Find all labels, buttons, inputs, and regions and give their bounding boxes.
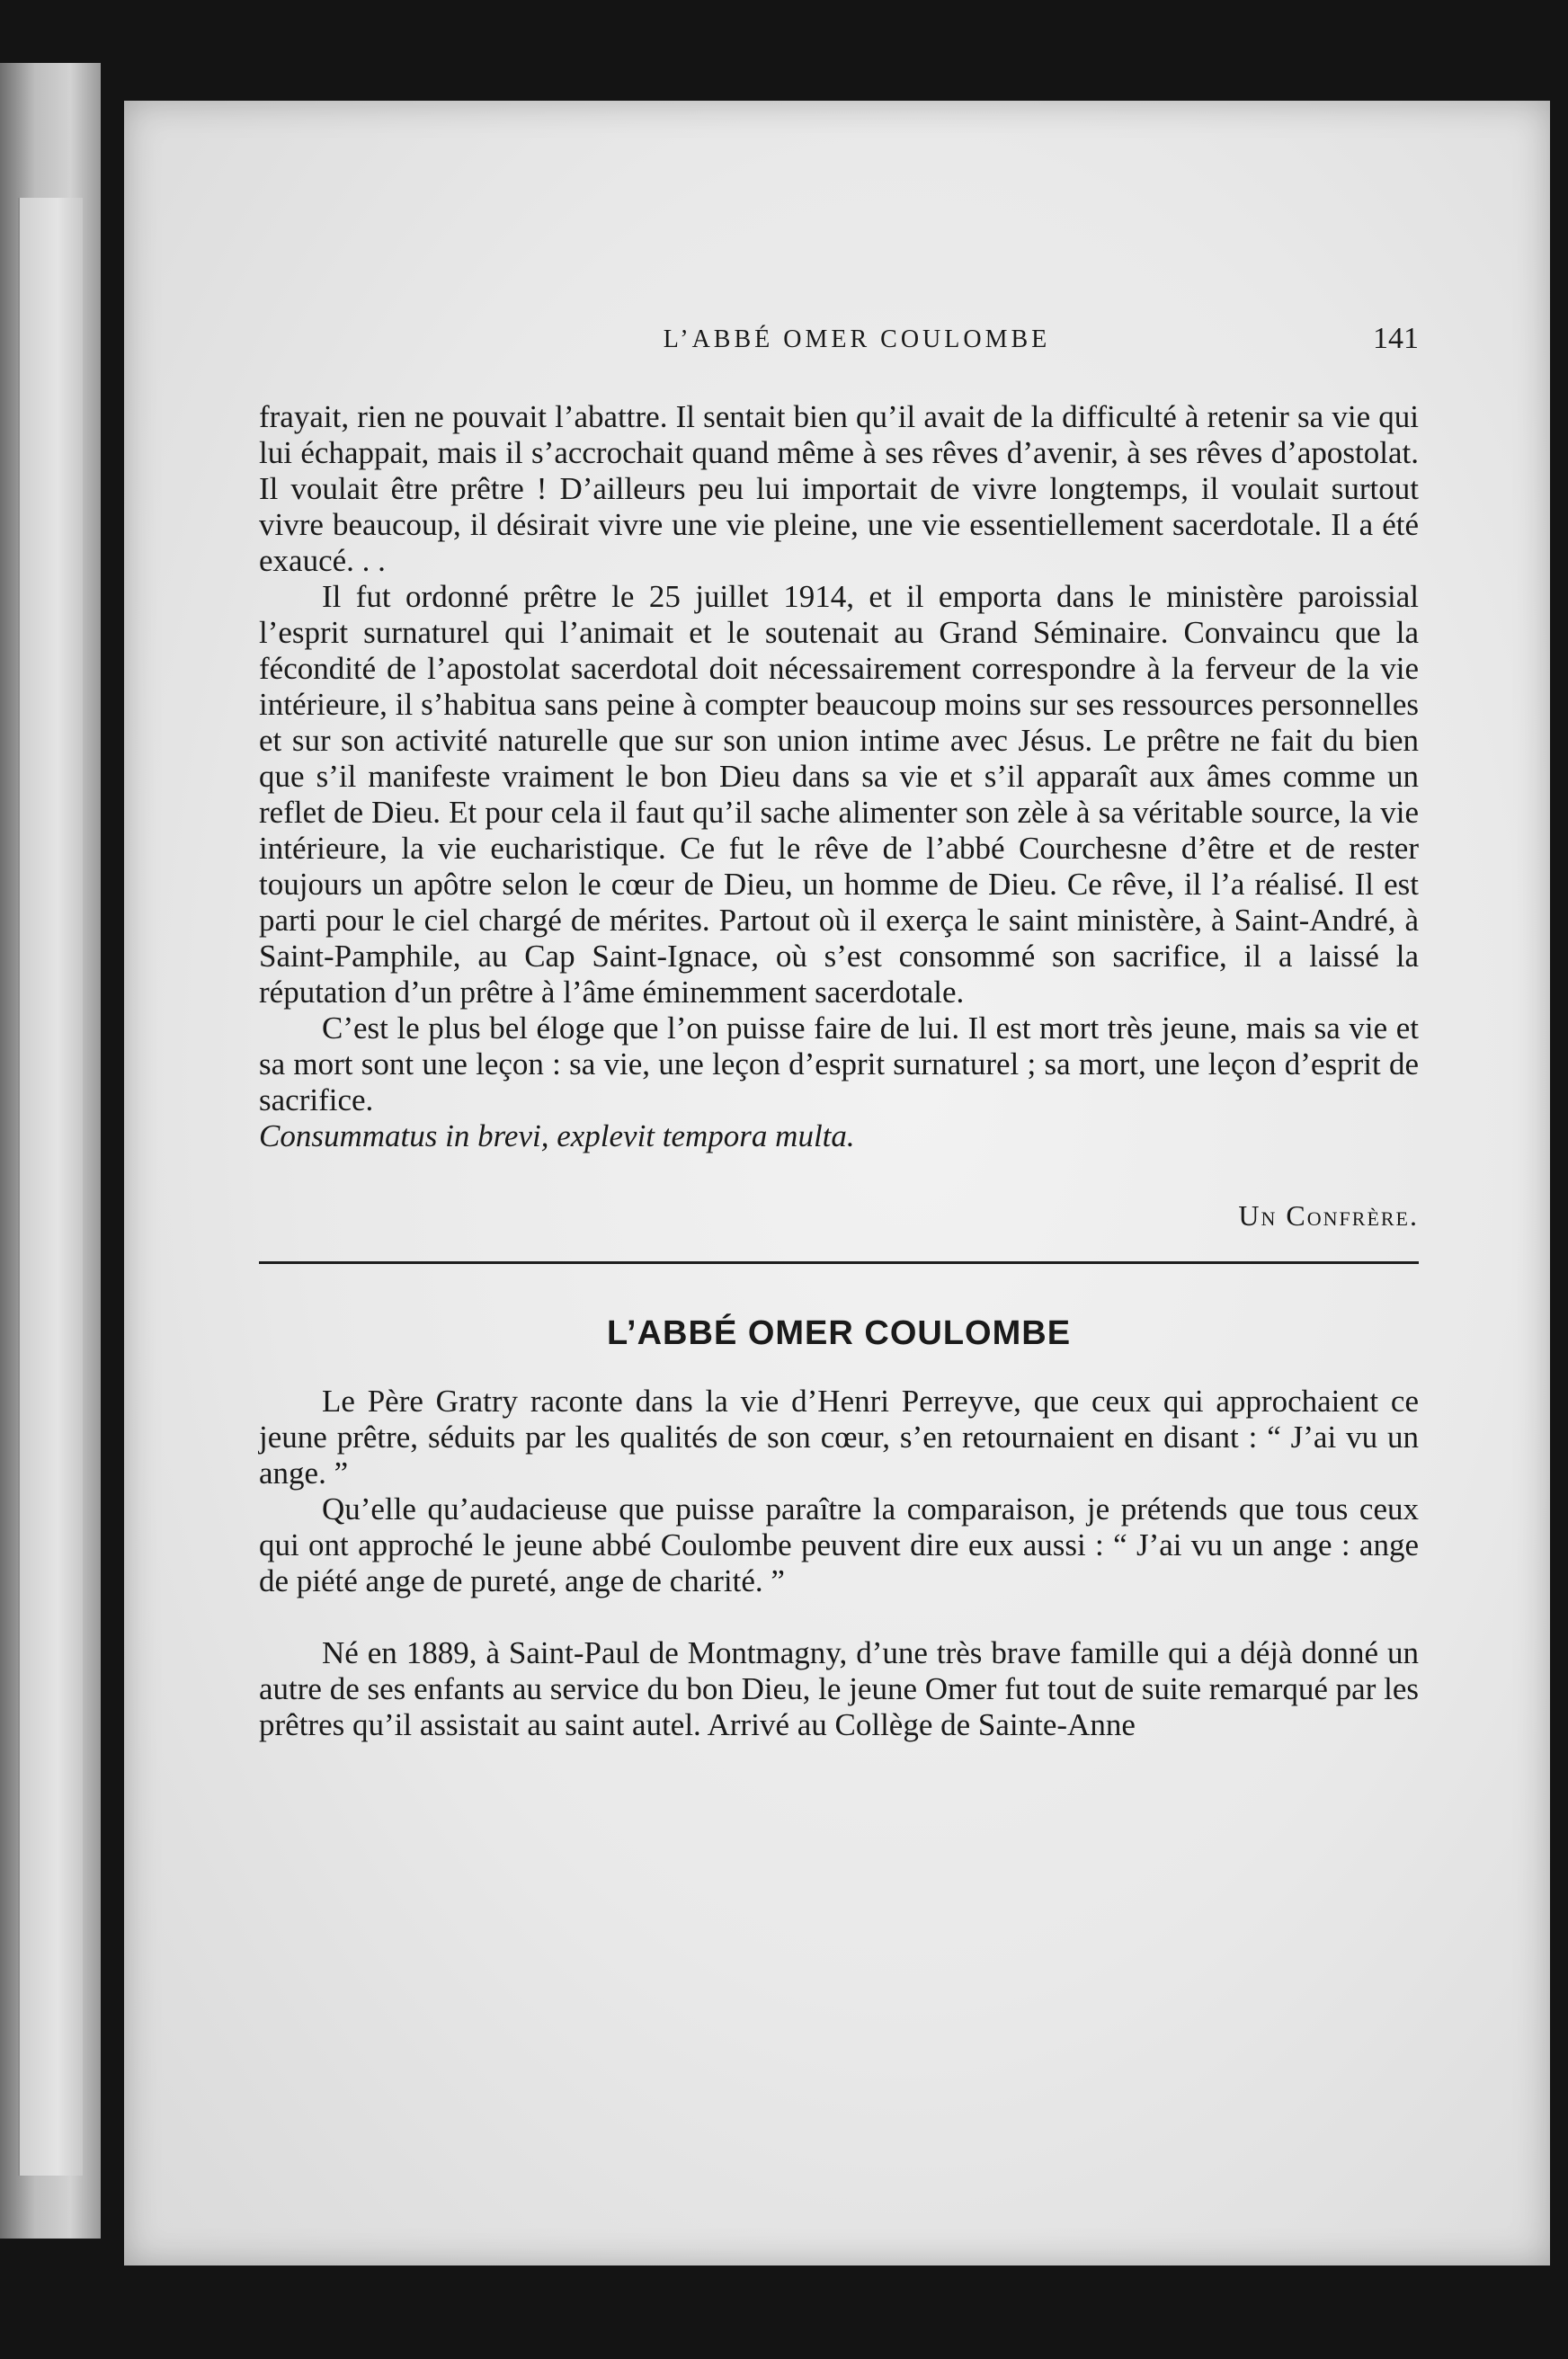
page-number: 141 — [1373, 322, 1419, 355]
paragraph: Le Père Gratry raconte dans la vie d’Henri Perreyve, que ceux qui approchaient ce jeune prêtre, séduits par les qualités de son cœur, s’en retournaient en disant : “ J’ai vu un ange. ” — [259, 1384, 1419, 1491]
section-divider — [259, 1261, 1419, 1264]
paragraph: Qu’elle qu’audacieuse que puisse paraître la comparaison, je prétends que tous ceux qui ont approché le jeune abbé Coulombe peuvent dire eux aussi : “ J’ai vu un ange : ange de piété ange de pureté, ange de charité. ” — [259, 1491, 1419, 1598]
running-title: L’ABBÉ OMER COULOMBE — [663, 325, 1051, 353]
second-article — [259, 1384, 1419, 1743]
running-head — [259, 322, 1419, 388]
paragraph: Né en 1889, à Saint-Paul de Montmagny, d’une très brave famille qui a déjà donné un autre de ses enfants au service du bon Dieu, le jeune Omer fut tout de suite remarqué par les prêtres qu’il assistait au saint autel. Arrivé au Collège de Sainte-Anne — [259, 1635, 1419, 1742]
section-title: L’ABBÉ OMER COULOMBE — [606, 1314, 1072, 1352]
page-content — [259, 322, 1419, 1743]
previous-page-edge — [0, 63, 101, 2239]
first-article — [259, 399, 1419, 1154]
book-page — [124, 101, 1550, 2266]
signature: Un Confrère. — [1238, 1199, 1419, 1232]
paragraph: C’est le plus bel éloge que l’on puisse faire de lui. Il est mort très jeune, mais sa vie et sa mort sont une leçon : sa vie, une leçon d’esprit surnaturel ; sa mort, une leçon d’esprit de sacrifice. — [259, 1010, 1419, 1117]
paragraph: frayait, rien ne pouvait l’abattre. Il sentait bien qu’il avait de la difficulté à retenir sa vie qui lui échappait, mais il s’accrochait quand même à ses rêves d’avenir, à ses rêves d’apostolat. Il voulait être prêtre ! D’ailleurs peu lui importait de vivre longtemps, il voulait surtout vivre beaucoup, il désirait vivre une vie pleine, une vie essentiellement sacerdotale. Il a été exaucé. . . — [259, 399, 1419, 578]
paragraph: Il fut ordonné prêtre le 25 juillet 1914, et il emporta dans le ministère paroissial l’esprit surnaturel qui l’animait et le soutenait au Grand Séminaire. Convaincu que la fécondité de l’apostolat sacerdotal doit nécessairement correspondre à la ferveur de la vie intérieure, il s’habitua sans peine à compter beaucoup moins sur ses ressources personnelles et sur son activité naturelle que sur son union intime avec Jésus. Le prêtre ne fait du bien que s’il manifeste vraiment le bon Dieu dans sa vie et s’il apparaît aux âmes comme un reflet de Dieu. Et pour cela il faut qu’il sache alimenter son zèle à sa véritable source, la vie intérieure, la vie eucharistique. Ce fut le rêve de l’abbé Courchesne d’être et de rester toujours un apôtre selon le cœur de Dieu, un homme de Dieu. Ce rêve, il l’a réalisé. Il est parti pour le ciel chargé de mérites. Partout où il exerça le saint ministère, à Saint-André, à Saint-Pamphile, au Cap Saint-Ignace, où s’est consommé son sacrifice, il a laissé la réputation d’un prêtre à l’âme éminemment sacerdotale. — [259, 579, 1419, 1010]
previous-page-margin — [18, 198, 83, 2176]
latin-quote: Consummatus in brevi, explevit tempora multa. — [259, 1118, 855, 1153]
